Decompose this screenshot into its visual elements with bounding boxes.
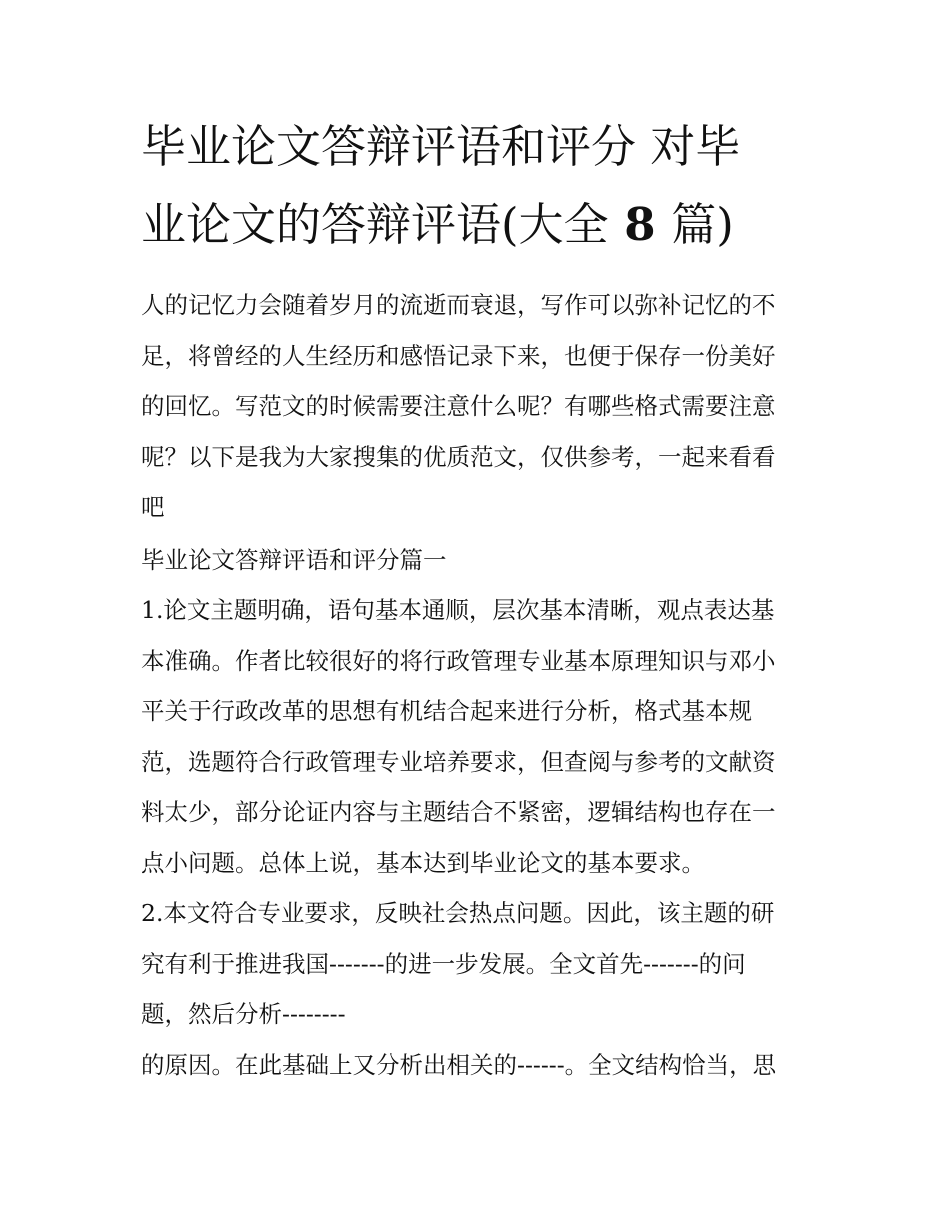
comment-line: 1.论文主题明确，语句基本通顺，层次基本清晰，观点表达基 [141, 596, 775, 624]
comment-line: 的原因。在此基础上又分析出相关的------。全文结构恰当，思 [141, 1050, 777, 1079]
comment-item-2 [141, 888, 813, 1040]
comment-line: 料太少，部分论证内容与主题结合不紧密，逻辑结构也存在一 [141, 798, 776, 826]
intro-line: 人的记忆力会随着岁月的流逝而衰退，写作可以弥补记忆的不 [141, 291, 776, 319]
title-line-1: 毕业论文答辩评语和评分 对毕 [141, 120, 741, 173]
title-line-2 [141, 186, 813, 264]
section-heading-text: 毕业论文答辩评语和评分篇一 [141, 545, 447, 574]
comment-line: 本准确。作者比较很好的将行政管理专业基本原理知识与邓小 [141, 646, 776, 675]
section-heading [141, 535, 813, 586]
intro-line: 吧 [141, 493, 165, 521]
intro-paragraph [141, 280, 813, 533]
intro-line: 呢？以下是我为大家搜集的优质范文，仅供参考，一起来看看 [141, 442, 776, 471]
comment-item-2-continued [141, 1040, 813, 1091]
comment-line: 题，然后分析-------- [141, 1000, 346, 1028]
document-title [141, 108, 813, 264]
comment-line: 平关于行政改革的思想有机结合起来进行分析，格式基本规 [141, 697, 752, 725]
title-number: 8 [608, 198, 672, 251]
comment-line: 点小问题。总体上说，基本达到毕业论文的基本要求。 [141, 848, 705, 877]
title-line-2-text: 业论文的答辩评语(大全 [141, 198, 609, 251]
comment-line: 范，选题符合行政管理专业培养要求，但查阅与参考的文献资 [141, 747, 776, 776]
comment-item-1 [141, 585, 813, 888]
comment-line: 究有利于推进我国-------的进一步发展。全文首先-------的问 [141, 949, 746, 978]
intro-line: 的回忆。写范文的时候需要注意什么呢？有哪些格式需要注意 [141, 392, 776, 420]
intro-line: 足，将曾经的人生经历和感悟记录下来，也便于保存一份美好 [141, 341, 776, 370]
document-page [141, 108, 813, 1090]
title-line-2-end: 篇) [671, 198, 734, 251]
comment-line: 2.本文符合专业要求，反映社会热点问题。因此，该主题的研 [141, 899, 775, 927]
